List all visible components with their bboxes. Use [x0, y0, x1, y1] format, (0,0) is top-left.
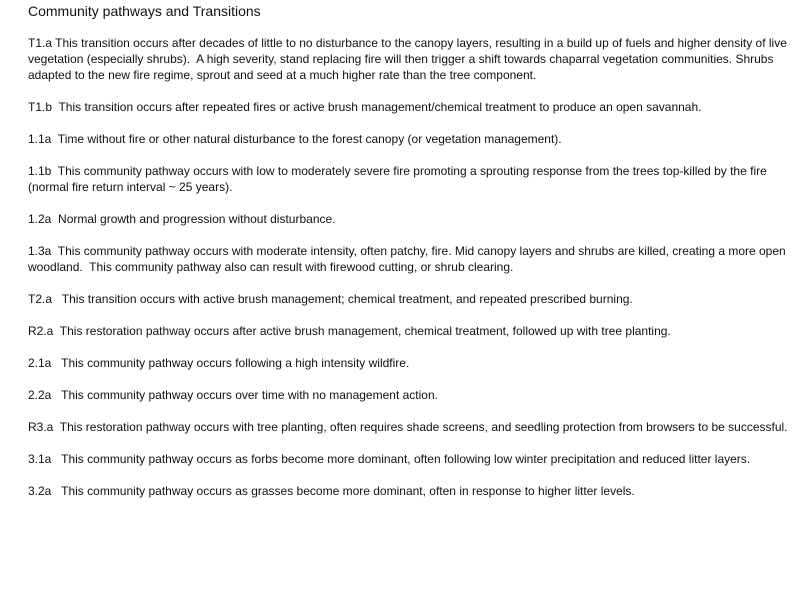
paragraph-1-1b: 1.1b This community pathway occurs with low to moderately severe fire promoting a sprouting response from the trees top-killed by the fire (normal fire return interval ~ 25 years).	[28, 164, 771, 194]
paragraph-r3a: R3.a This restoration pathway occurs with tree planting, often requires shade screens, and seedling protection from browsers to be successful.	[28, 420, 788, 434]
paragraph-1-2a: 1.2a Normal growth and progression without disturbance.	[28, 212, 336, 226]
paragraph-2-1a: 2.1a This community pathway occurs following a high intensity wildfire.	[28, 356, 410, 370]
paragraph-2-2a: 2.2a This community pathway occurs over time with no management action.	[28, 388, 438, 402]
paragraph-3-2a: 3.2a This community pathway occurs as grasses become more dominant, often in response to higher litter levels.	[28, 484, 635, 498]
paragraph-3-1a: 3.1a This community pathway occurs as forbs become more dominant, often following low winter precipitation and reduced litter layers.	[28, 452, 751, 466]
paragraph-t1a: T1.a This transition occurs after decades of little to no disturbance to the canopy layers, resulting in a build up of fuels and higher density of live vegetation (especially shrubs). A high severity, stand replacing fire will then trigger a shift towards chaparral vegetation communities. Shrubs adapted to the new fire regime, sprout and seed at a much higher rate than the tree component.	[28, 36, 791, 82]
paragraph-1-3a: 1.3a This community pathway occurs with moderate intensity, often patchy, fire. Mid canopy layers and shrubs are killed, creating a more open woodland. This community pathway also can result with firewood cutting, or shrub clearing.	[28, 244, 790, 274]
document-title: Community pathways and Transitions	[28, 3, 261, 19]
paragraph-t1b: T1.b This transition occurs after repeated fires or active brush management/chemical treatment to produce an open savannah.	[28, 100, 702, 114]
paragraph-t2a: T2.a This transition occurs with active brush management; chemical treatment, and repeated prescribed burning.	[28, 292, 633, 306]
document-body	[28, 2, 796, 515]
paragraph-r2a: R2.a This restoration pathway occurs after active brush management, chemical treatment, followed up with tree planting.	[28, 324, 671, 338]
paragraph-1-1a: 1.1a Time without fire or other natural disturbance to the forest canopy (or vegetation management).	[28, 132, 562, 146]
